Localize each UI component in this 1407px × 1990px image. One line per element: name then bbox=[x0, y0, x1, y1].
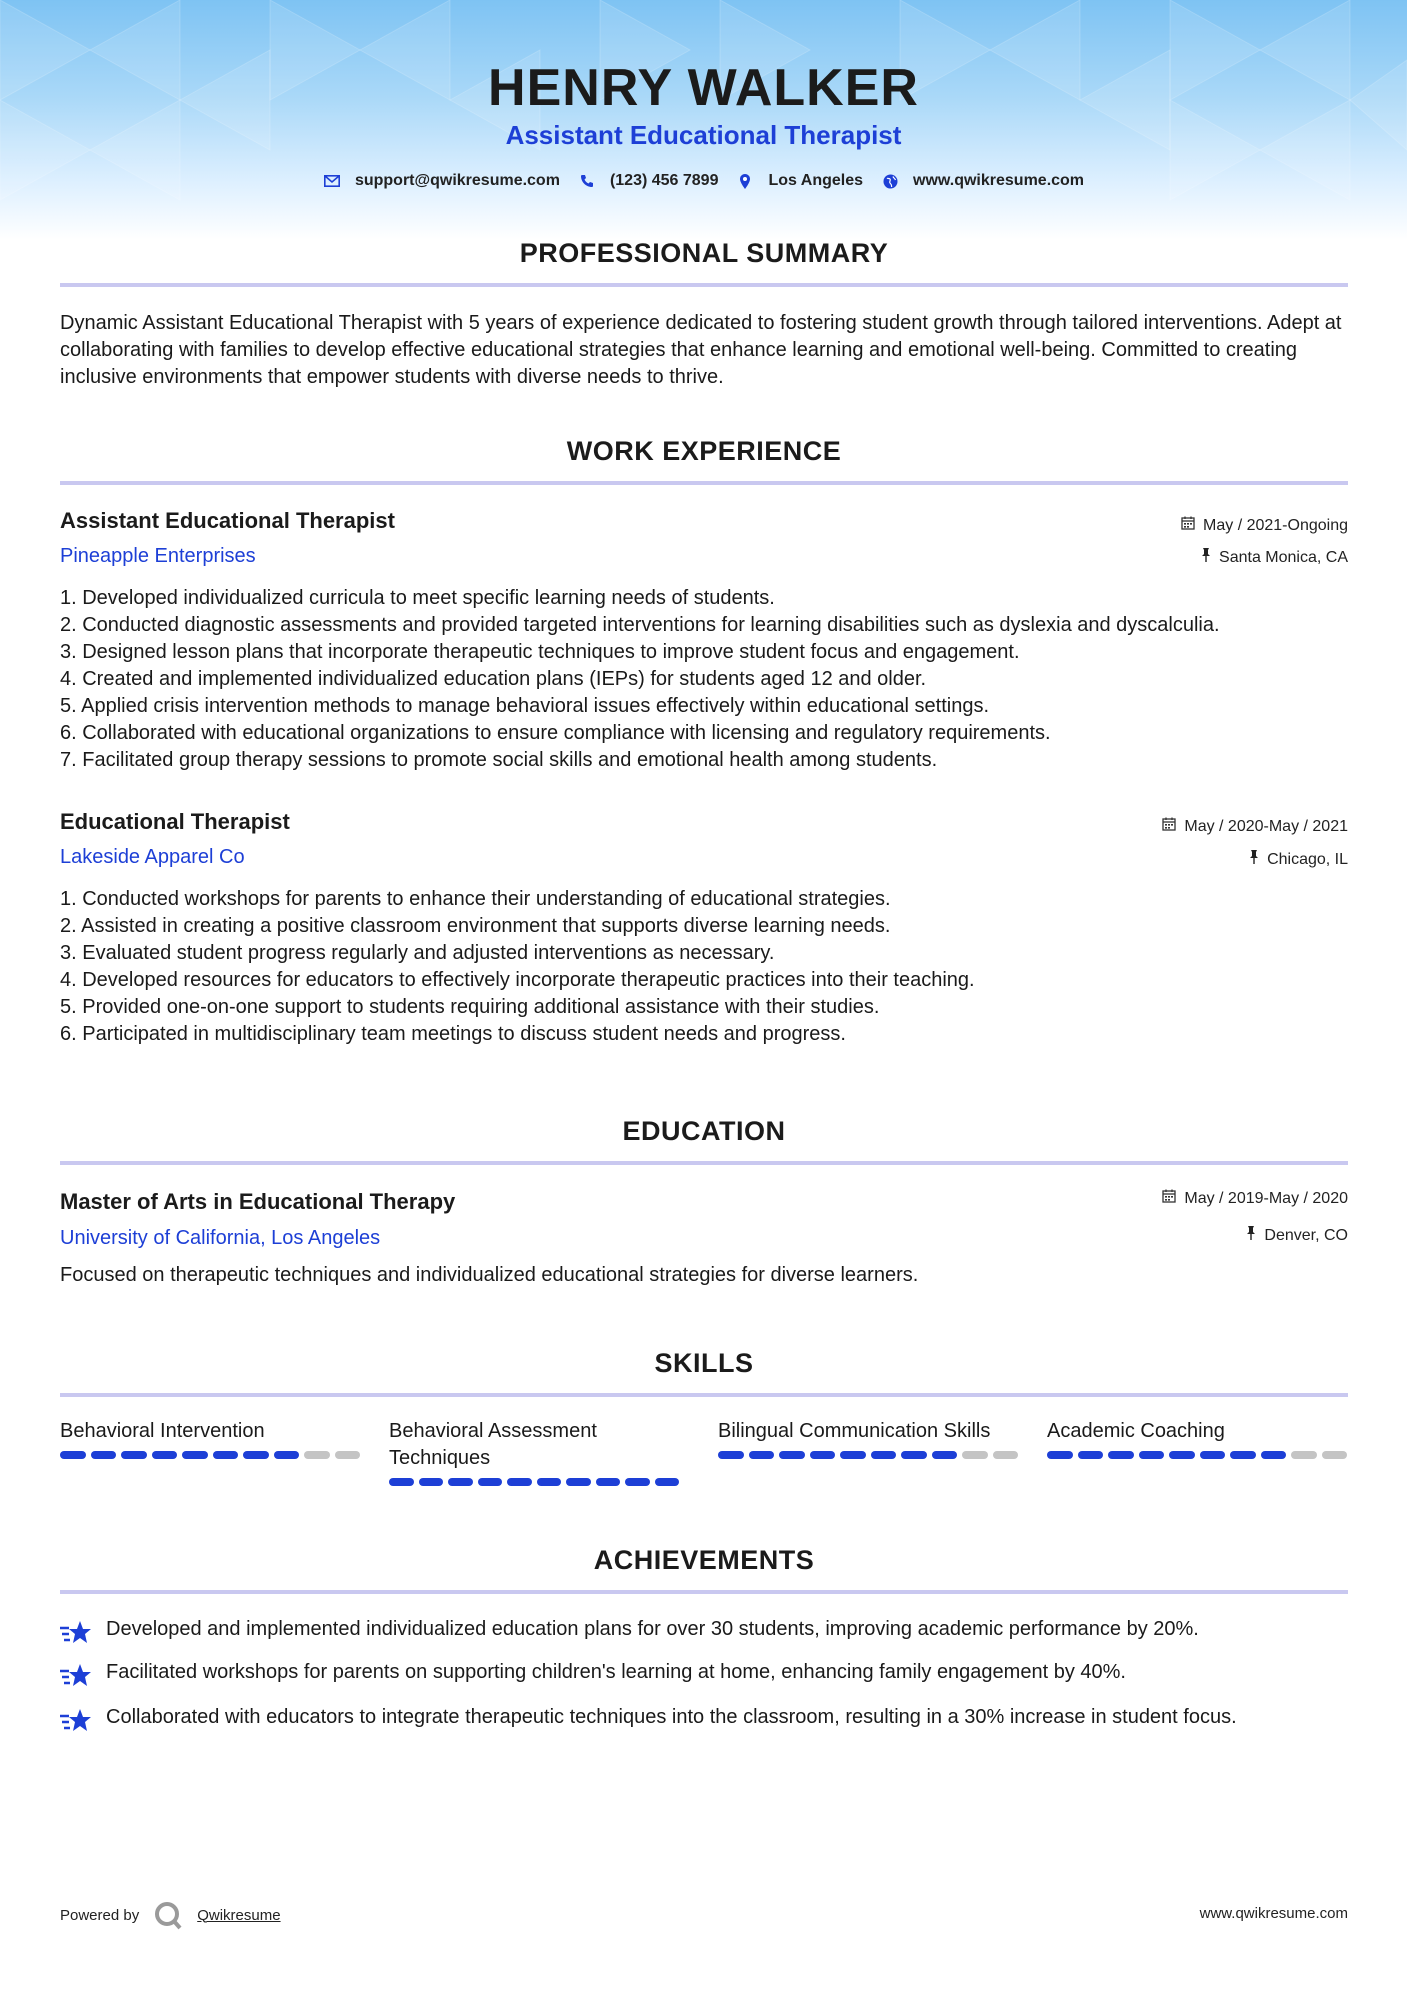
skill-level-dot bbox=[932, 1451, 958, 1459]
list-item: 7. Facilitated group therapy sessions to promote social skills and emotional health among students. bbox=[60, 749, 938, 771]
achievement-item bbox=[60, 1616, 1348, 1648]
list-item: 2. Assisted in creating a positive classroom environment that supports diverse learning needs. bbox=[60, 915, 891, 937]
skill-level-dot bbox=[810, 1451, 836, 1459]
education-dates-text: May / 2019-May / 2020 bbox=[1184, 1189, 1348, 1207]
list-item: 6. Participated in multidisciplinary team meetings to discuss student needs and progress. bbox=[60, 1023, 846, 1045]
skill-level-dot bbox=[1200, 1451, 1226, 1459]
contact-email[interactable] bbox=[323, 172, 560, 190]
skill-level-meter bbox=[60, 1451, 360, 1459]
skill-level-dot bbox=[871, 1451, 897, 1459]
skill-level-dot bbox=[1047, 1451, 1073, 1459]
skill-level-dot bbox=[152, 1451, 178, 1459]
summary-divider bbox=[60, 283, 1348, 287]
achievement-text: Developed and implemented individualized education plans for over 30 students, improving academic performance by 20%. bbox=[106, 1618, 1199, 1640]
list-item: 6. Collaborated with educational organizations to ensure compliance with licensing and regulatory requirements. bbox=[60, 722, 1051, 744]
skill-level-dot bbox=[718, 1451, 744, 1459]
skill-item bbox=[1047, 1418, 1347, 1459]
job-dates bbox=[1162, 817, 1348, 836]
skill-name: Academic Coaching bbox=[1047, 1420, 1225, 1442]
skills-divider bbox=[60, 1393, 1348, 1397]
achievement-text: Facilitated workshops for parents on supporting children's learning at home, enhancing family engagement by 40%. bbox=[106, 1661, 1126, 1683]
job-dates-text: May / 2021-Ongoing bbox=[1203, 516, 1348, 534]
contact-website[interactable] bbox=[881, 172, 1084, 190]
skill-level-dot bbox=[1322, 1451, 1348, 1459]
skill-level-dot bbox=[1078, 1451, 1104, 1459]
calendar-icon bbox=[1162, 817, 1176, 836]
skill-level-dot bbox=[625, 1478, 650, 1486]
job-company: Pineapple Enterprises bbox=[60, 545, 256, 567]
map-pin-icon bbox=[736, 172, 754, 190]
calendar-icon bbox=[1181, 516, 1195, 535]
experience-heading: WORK EXPERIENCE bbox=[566, 436, 842, 466]
skill-level-dot bbox=[121, 1451, 147, 1459]
skill-level-dot bbox=[1169, 1451, 1195, 1459]
skill-level-dot bbox=[304, 1451, 330, 1459]
skills-heading: SKILLS bbox=[654, 1348, 754, 1378]
list-item: 3. Designed lesson plans that incorporate therapeutic techniques to improve student focus and engagement. bbox=[60, 641, 1020, 663]
skill-name: Bilingual Communication Skills bbox=[718, 1420, 991, 1442]
qwikresume-link[interactable]: Qwikresume bbox=[197, 1906, 281, 1924]
education-description: Focused on therapeutic techniques and individualized educational strategies for diverse learners. bbox=[60, 1264, 919, 1286]
skill-level-meter bbox=[718, 1451, 1018, 1459]
calendar-icon bbox=[1162, 1189, 1176, 1208]
contact-phone-text: (123) 456 7899 bbox=[609, 172, 719, 189]
skill-level-dot bbox=[419, 1478, 444, 1486]
list-item: 1. Developed individualized curricula to meet specific learning needs of students. bbox=[60, 587, 775, 609]
skill-level-dot bbox=[566, 1478, 591, 1486]
skill-level-dot bbox=[507, 1478, 532, 1486]
skill-level-dot bbox=[962, 1451, 988, 1459]
job-dates bbox=[1181, 516, 1348, 535]
achievement-item bbox=[60, 1659, 1348, 1691]
job-title: Assistant Educational Therapist bbox=[60, 508, 395, 533]
skill-level-dot bbox=[1291, 1451, 1317, 1459]
skill-level-dot bbox=[274, 1451, 300, 1459]
skill-level-dot bbox=[1261, 1451, 1287, 1459]
skill-level-dot bbox=[840, 1451, 866, 1459]
skill-level-dot bbox=[448, 1478, 473, 1486]
skill-level-dot bbox=[213, 1451, 239, 1459]
education-location-text: Denver, CO bbox=[1264, 1226, 1348, 1244]
achievement-item bbox=[60, 1704, 1348, 1736]
star-icon bbox=[60, 1618, 92, 1648]
summary-heading: PROFESSIONAL SUMMARY bbox=[519, 238, 889, 268]
achievements-divider bbox=[60, 1590, 1348, 1594]
contact-bar bbox=[0, 172, 1407, 190]
skill-level-dot bbox=[335, 1451, 361, 1459]
skill-level-meter bbox=[1047, 1451, 1347, 1459]
contact-location-text: Los Angeles bbox=[768, 172, 864, 189]
skill-level-dot bbox=[243, 1451, 269, 1459]
list-item: 1. Conducted workshops for parents to enhance their understanding of educational strategies. bbox=[60, 888, 891, 910]
skill-level-dot bbox=[901, 1451, 927, 1459]
star-icon bbox=[60, 1706, 92, 1736]
skill-level-dot bbox=[779, 1451, 805, 1459]
skill-level-dot bbox=[596, 1478, 621, 1486]
skill-level-dot bbox=[60, 1451, 86, 1459]
skill-level-dot bbox=[1108, 1451, 1134, 1459]
job-title: Educational Therapist bbox=[60, 809, 290, 834]
job-bullets bbox=[60, 886, 1360, 1048]
skill-level-dot bbox=[182, 1451, 208, 1459]
education-location bbox=[1246, 1226, 1348, 1245]
contact-location bbox=[736, 172, 863, 190]
list-item: 5. Provided one-on-one support to students requiring additional assistance with their studies. bbox=[60, 996, 880, 1018]
skill-level-dot bbox=[1230, 1451, 1256, 1459]
skill-name: Behavioral Intervention bbox=[60, 1420, 265, 1442]
skill-level-meter bbox=[389, 1478, 679, 1486]
degree-title: Master of Arts in Educational Therapy bbox=[60, 1189, 456, 1214]
skill-level-dot bbox=[478, 1478, 503, 1486]
skill-item bbox=[60, 1418, 360, 1459]
envelope-icon bbox=[323, 172, 341, 190]
experience-divider bbox=[60, 481, 1348, 485]
list-item: 5. Applied crisis intervention methods to manage behavioral issues effectively within educational settings. bbox=[60, 695, 990, 717]
achievements-heading: ACHIEVEMENTS bbox=[593, 1545, 815, 1575]
skill-level-dot bbox=[91, 1451, 117, 1459]
job-location-text: Chicago, IL bbox=[1267, 850, 1348, 868]
powered-by-label: Powered by bbox=[60, 1906, 140, 1924]
job-company: Lakeside Apparel Co bbox=[60, 846, 245, 868]
skill-level-dot bbox=[993, 1451, 1019, 1459]
skill-item bbox=[389, 1418, 679, 1486]
candidate-name: HENRY WALKER bbox=[488, 59, 919, 117]
summary-text: Dynamic Assistant Educational Therapist with 5 years of experience dedicated to fostering student growth through tailored interventions. Adept at collaborating with families to develop effective educational strategies that enhance learning and emotional well-being. Committed to creating inclusive environments that empower students with diverse needs to thrive. bbox=[60, 312, 1342, 388]
contact-website-text: www.qwikresume.com bbox=[913, 172, 1085, 189]
list-item: 4. Developed resources for educators to effectively incorporate therapeutic practices into their teaching. bbox=[60, 969, 975, 991]
skill-name: Behavioral Assessment Techniques bbox=[389, 1420, 597, 1469]
globe-icon bbox=[881, 172, 899, 190]
skill-level-dot bbox=[389, 1478, 414, 1486]
skill-level-dot bbox=[749, 1451, 775, 1459]
list-item: 4. Created and implemented individualized education plans (IEPs) for students aged 12 and older. bbox=[60, 668, 927, 690]
footer-branding bbox=[60, 1900, 281, 1930]
education-heading: EDUCATION bbox=[622, 1116, 786, 1146]
star-icon bbox=[60, 1661, 92, 1691]
skill-item bbox=[718, 1418, 1018, 1459]
contact-email-text: support@qwikresume.com bbox=[354, 172, 560, 189]
job-dates-text: May / 2020-May / 2021 bbox=[1184, 817, 1348, 835]
skill-level-dot bbox=[655, 1478, 680, 1486]
list-item: 2. Conducted diagnostic assessments and provided targeted interventions for learning disabilities such as dyslexia and dyscalculia. bbox=[60, 614, 1220, 636]
skill-level-dot bbox=[537, 1478, 562, 1486]
list-item: 3. Evaluated student progress regularly and adjusted interventions as necessary. bbox=[60, 942, 775, 964]
achievement-text: Collaborated with educators to integrate therapeutic techniques into the classroom, resulting in a 30% increase in student focus. bbox=[106, 1706, 1237, 1728]
job-location-text: Santa Monica, CA bbox=[1219, 548, 1348, 566]
job-location bbox=[1249, 850, 1348, 869]
education-divider bbox=[60, 1161, 1348, 1165]
footer-url[interactable]: www.qwikresume.com bbox=[1199, 1905, 1348, 1922]
pushpin-icon bbox=[1246, 1226, 1256, 1245]
pushpin-icon bbox=[1249, 850, 1259, 869]
education-dates bbox=[1162, 1189, 1348, 1208]
job-location bbox=[1201, 548, 1348, 567]
phone-icon bbox=[578, 172, 596, 190]
qwikresume-logo-icon bbox=[153, 1900, 183, 1930]
skill-level-dot bbox=[1139, 1451, 1165, 1459]
pushpin-icon bbox=[1201, 548, 1211, 567]
contact-phone[interactable] bbox=[578, 172, 719, 190]
candidate-title: Assistant Educational Therapist bbox=[505, 120, 902, 150]
job-bullets bbox=[60, 585, 1360, 774]
school-name: University of California, Los Angeles bbox=[60, 1227, 381, 1249]
